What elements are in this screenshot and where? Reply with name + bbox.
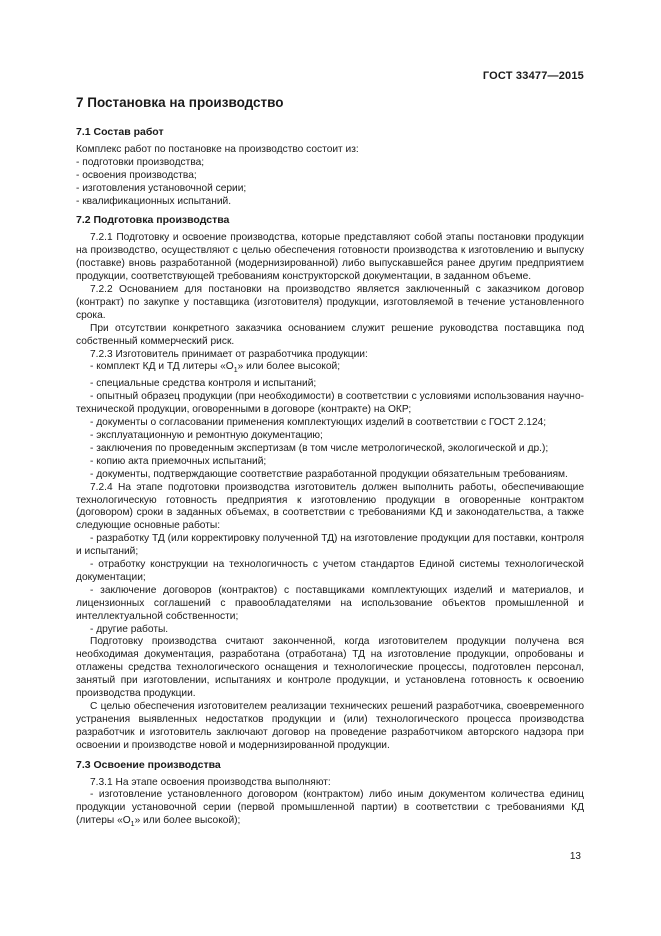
list-item: - освоения производства; (76, 169, 197, 181)
paragraph: При отсутствии конкретного заказчика основанием служит решение руководства поставщика под собственный коммерческий риск. (76, 322, 584, 347)
list-item: - разработку ТД (или корректировку полученной ТД) на изготовление продукции для поставки, контроля и испытаний; (76, 533, 584, 558)
list-item: - изготовления установочной серии; (76, 182, 247, 194)
list-item: - квалификационных испытаний. (76, 195, 232, 207)
paragraph: 7.2.4 На этапе подготовки производства изготовитель должен выполнить работы, обеспечивающие технологическую готовность предприятия к изготовлению продукции в оговоренные контрактом (договором) сроки в заданных объемах, в соответствии с требованиями КД и законодательства, а также следующие основные работы: (76, 481, 584, 532)
paragraph: 7.2.2 Основанием для постановки на производство является заключенный с заказчиком договор (контракт) по закупке у поставщика (изготовителя) продукции, изготовляемой в течение установленного срока. (76, 283, 584, 321)
list-item: - документы о согласовании применения комплектующих изделий в соответствии с ГОСТ 2.124; (90, 417, 547, 429)
paragraph: Подготовку производства считают законченной, когда изготовителем продукции получена вся необходимая документация, разработана (отработана) ТД на изготовление продукции, опробованы и отлажены средства технологического оснащения и технологические процессы, подготовлен персонал, занятый при изготовлении, испытаниях и контроле продукции, и установлена готовность к освоению производства продукции. (76, 636, 584, 700)
list-item: - комплект КД и ТД литеры «$О_1$» или более высокой; (90, 361, 341, 375)
document-body (76, 124, 584, 832)
paragraph: 7.2.1 Подготовку и освоение производства, которые представляют собой этапы постановки продукции на производство, осуществляют с целью обеспечения готовности производства к изготовлению и выпуску (поставке) вновь разработанной (модернизированной) либо выпускавшейся ранее другим предприятием продукции, соответствующей требованиям конструкторской документации, в заданном объеме. (76, 232, 584, 283)
list-item: - подготовки производства; (76, 156, 205, 168)
paragraph: 7.3.1 На этапе освоения производства выполняют: (90, 776, 331, 788)
list-item: - специальные средства контроля и испытаний; (90, 378, 317, 390)
list-item: - документы, подтверждающие соответствие разработанной продукции обязательным требованиям. (90, 468, 568, 480)
list-item: - опытный образец продукции (при необходимости) в соответствии с условиями использования научно-технической продукции, оговоренными в договоре (контракте) на ОКР; (76, 391, 584, 416)
list-item: - заключения по проведенным экспертизам (в том числе метрологической, экологической и др.); (90, 442, 549, 454)
document-code: ГОСТ 33477—2015 (482, 70, 584, 82)
list-item: - отработку конструкции на технологичность с учетом стандартов Единой системы технологической документации; (76, 559, 584, 583)
section-title: 7 Постановка на производство (76, 95, 284, 110)
subsection-7-3-title: 7.3 Освоение производства (76, 758, 221, 771)
subsection-7-1-title: 7.1 Состав работ (76, 126, 164, 138)
page-number: 13 (569, 851, 581, 862)
paragraph: С целью обеспечения изготовителем реализации технических решений разработчика, своевременного устранения выявленных недостатков продукции и (или) технологического процесса производства разработчик и изготовитель заключают договор на проведение разработчиком авторского надзора при освоении и производстве новой и модернизированной продукции. (76, 701, 584, 751)
list-item: - заключение договоров (контрактов) с поставщиками комплектующих изделий и материалов, и лицензионных соглашений с правообладателями на использование объектов промышленной и интеллектуальной собственности; (76, 584, 584, 622)
list-item: - эксплуатационную и ремонтную документацию; (90, 429, 323, 441)
subsection-7-2-title: 7.2 Подготовка производства (76, 214, 230, 227)
list-item: - другие работы. (90, 623, 169, 635)
paragraph: Комплекс работ по постановке на производство состоит из: (76, 143, 359, 155)
list-item: - копию акта приемочных испытаний; (90, 455, 267, 467)
paragraph: 7.2.3 Изготовитель принимает от разработчика продукции: (90, 348, 368, 360)
list-item: - изготовление установленного договором (контрактом) либо иным документом количества единиц продукции установочной серии (первой промышленной партии) в соответствии с требованиями КД (литеры «$О_1$» или более высокой); (76, 789, 584, 829)
